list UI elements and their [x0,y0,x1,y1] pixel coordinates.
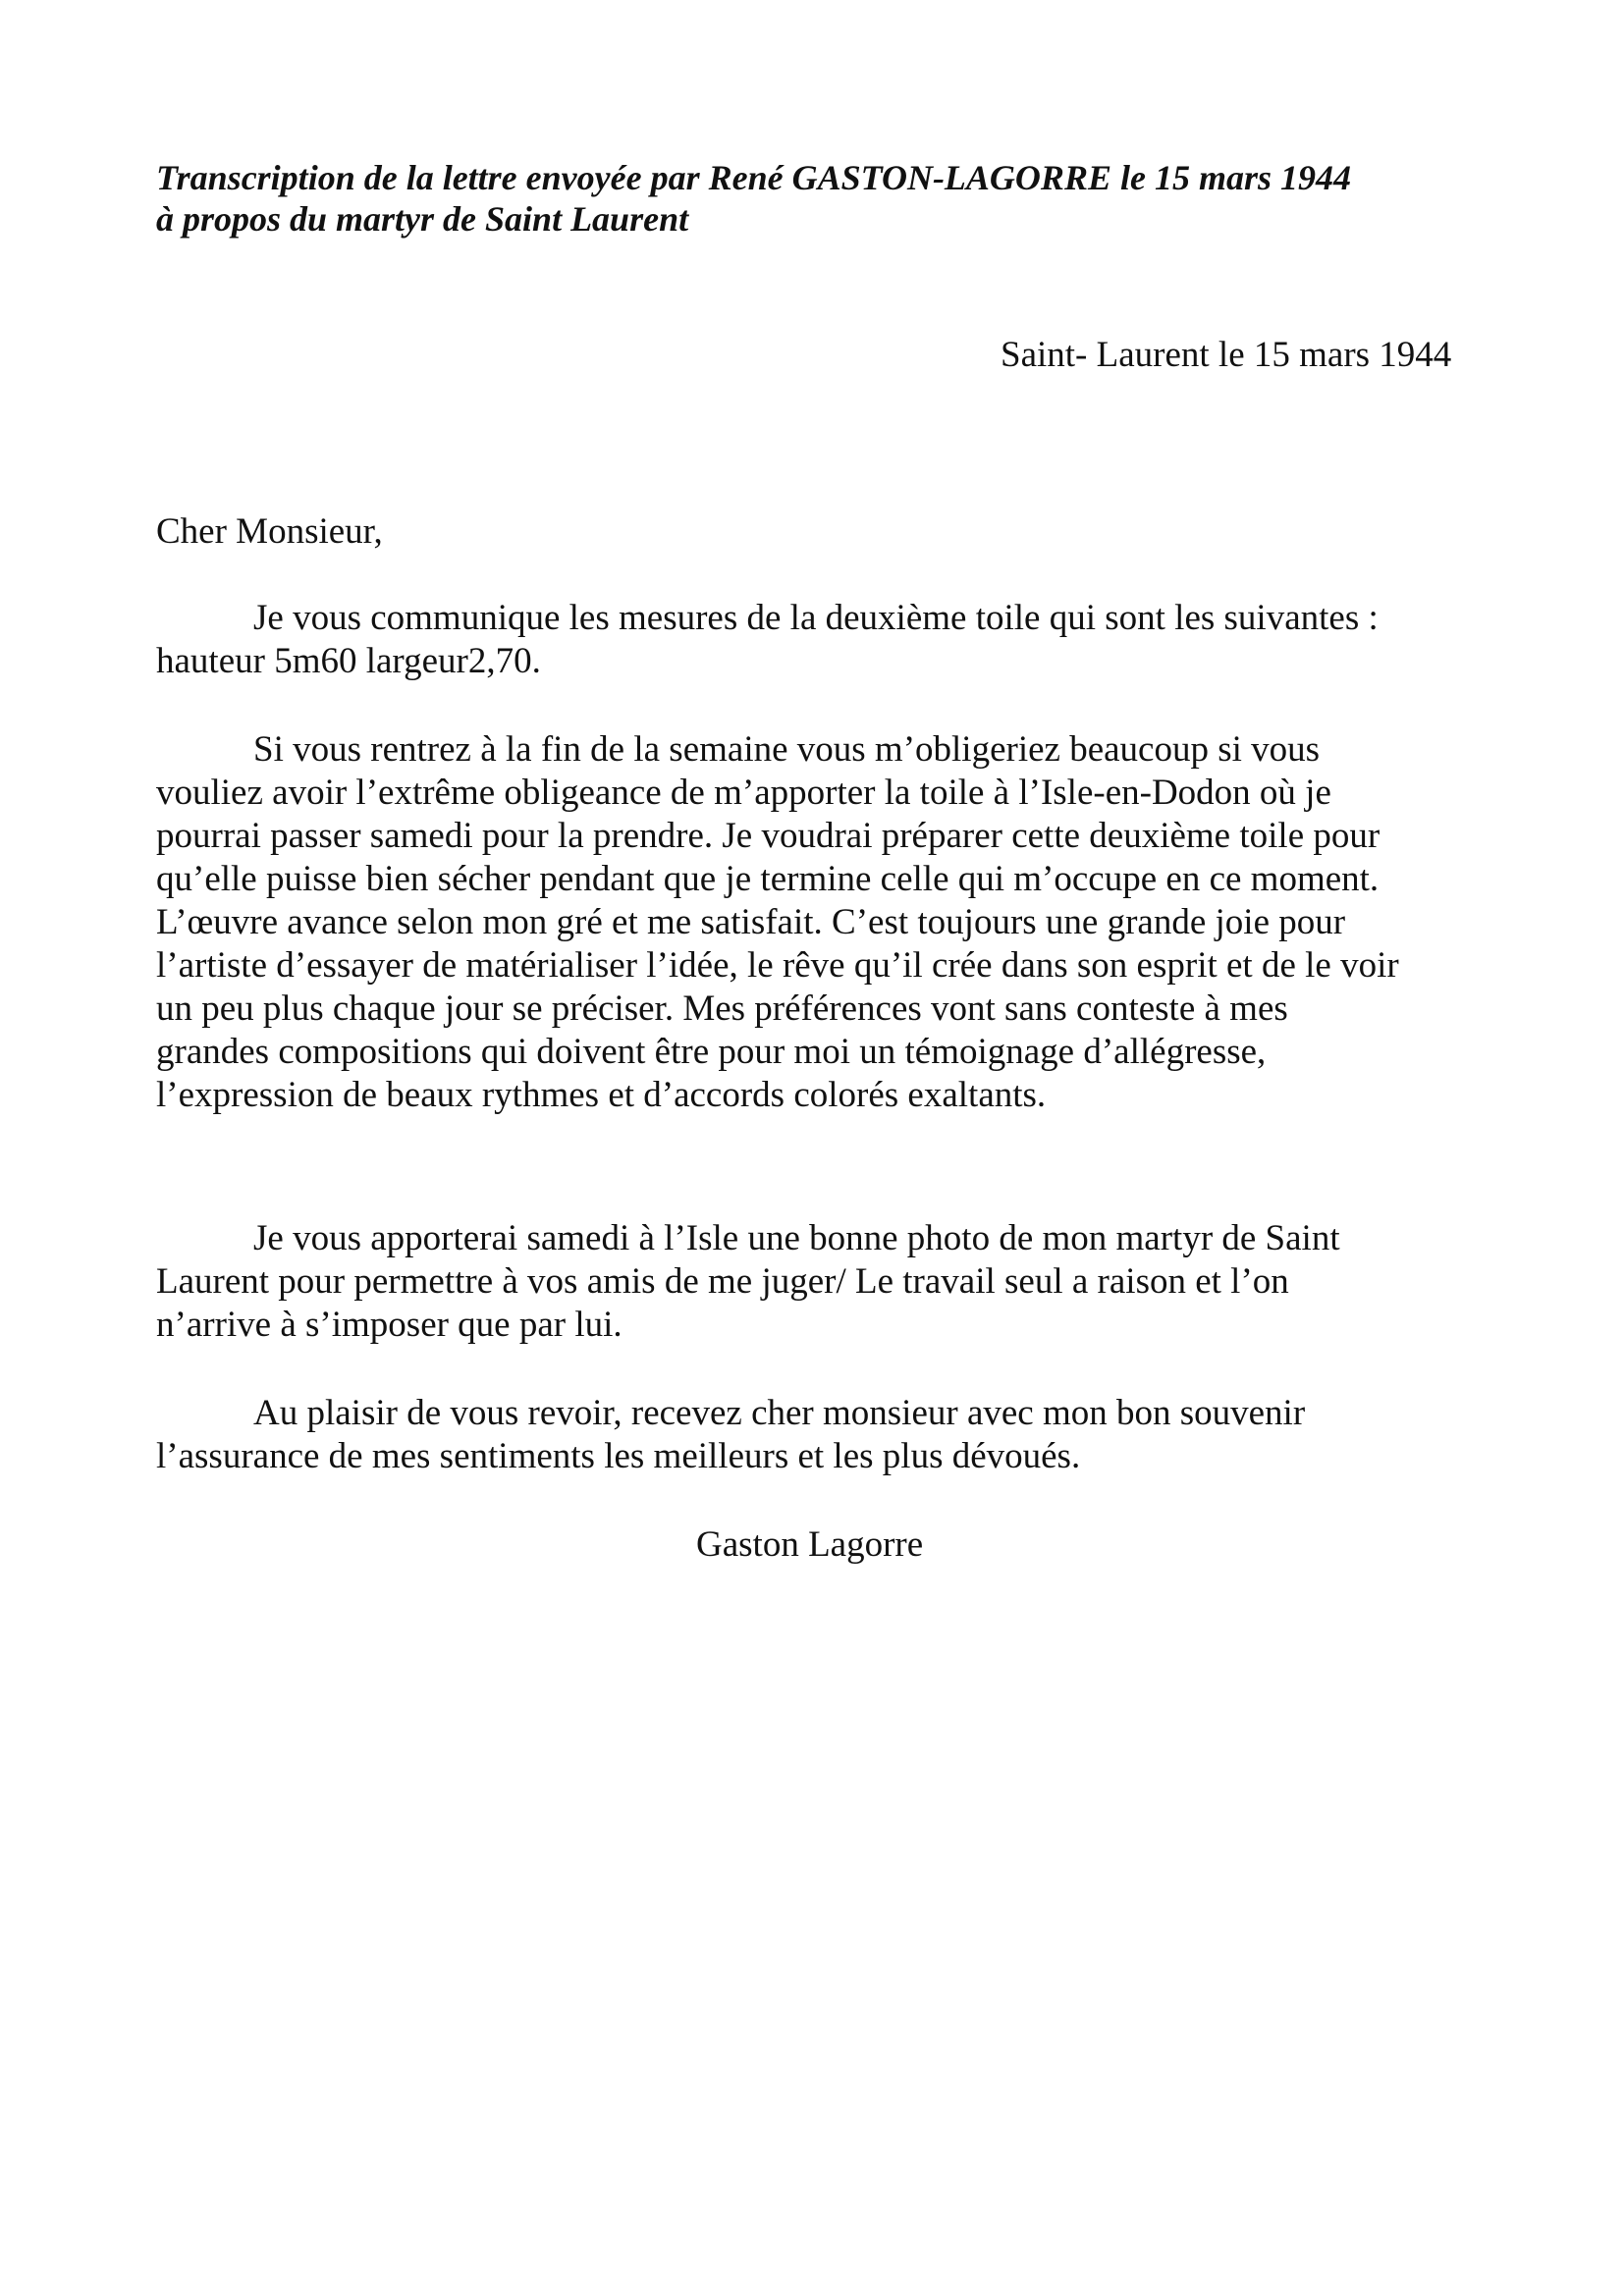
place-date: Saint- Laurent le 15 mars 1944 [1001,335,1452,375]
paragraph-2-line-3: pourrai passer samedi pour la prendre. Je voudrai préparer cette deuxième toile pour [156,816,1380,856]
document-title-line-1: Transcription de la lettre envoyée par René GASTON-LAGORRE le 15 mars 1944 [156,158,1351,197]
paragraph-3-line-2: Laurent pour permettre à vos amis de me juger/ Le travail seul a raison et l’on [156,1261,1289,1302]
paragraph-2-line-7: un peu plus chaque jour se préciser. Mes préférences vont sans conteste à mes [156,988,1288,1029]
signature: Gaston Lagorre [696,1524,924,1565]
paragraph-3-line-3: n’arrive à s’imposer que par lui. [156,1305,623,1345]
paragraph-2-line-5: L’œuvre avance selon mon gré et me satisfait. C’est toujours une grande joie pour [156,902,1346,942]
paragraph-1-line-2: hauteur 5m60 largeur2,70. [156,641,541,681]
paragraph-1-line-1: Je vous communique les mesures de la deuxième toile qui sont les suivantes : [253,598,1379,638]
paragraph-2-line-1: Si vous rentrez à la fin de la semaine vous m’obligeriez beaucoup si vous [253,729,1321,770]
paragraph-4-line-1: Au plaisir de vous revoir, recevez cher monsieur avec mon bon souvenir [253,1393,1306,1433]
paragraph-2-line-8: grandes compositions qui doivent être pour moi un témoignage d’allégresse, [156,1032,1267,1072]
paragraph-3-line-1: Je vous apporterai samedi à l’Isle une bonne photo de mon martyr de Saint [253,1218,1340,1258]
paragraph-2-line-6: l’artiste d’essayer de matérialiser l’idée, le rêve qu’il crée dans son esprit et de le voir [156,945,1399,986]
paragraph-2-line-9: l’expression de beaux rythmes et d’accords colorés exaltants. [156,1075,1047,1115]
document-title-line-2: à propos du martyr de Saint Laurent [156,199,689,239]
salutation: Cher Monsieur, [156,511,383,552]
paragraph-2-line-4: qu’elle puisse bien sécher pendant que je termine celle qui m’occupe en ce moment. [156,859,1380,899]
paragraph-2-line-2: vouliez avoir l’extrême obligeance de m’apporter la toile à l’Isle-en-Dodon où je [156,773,1331,813]
paragraph-4-line-2: l’assurance de mes sentiments les meilleurs et les plus dévoués. [156,1436,1081,1476]
